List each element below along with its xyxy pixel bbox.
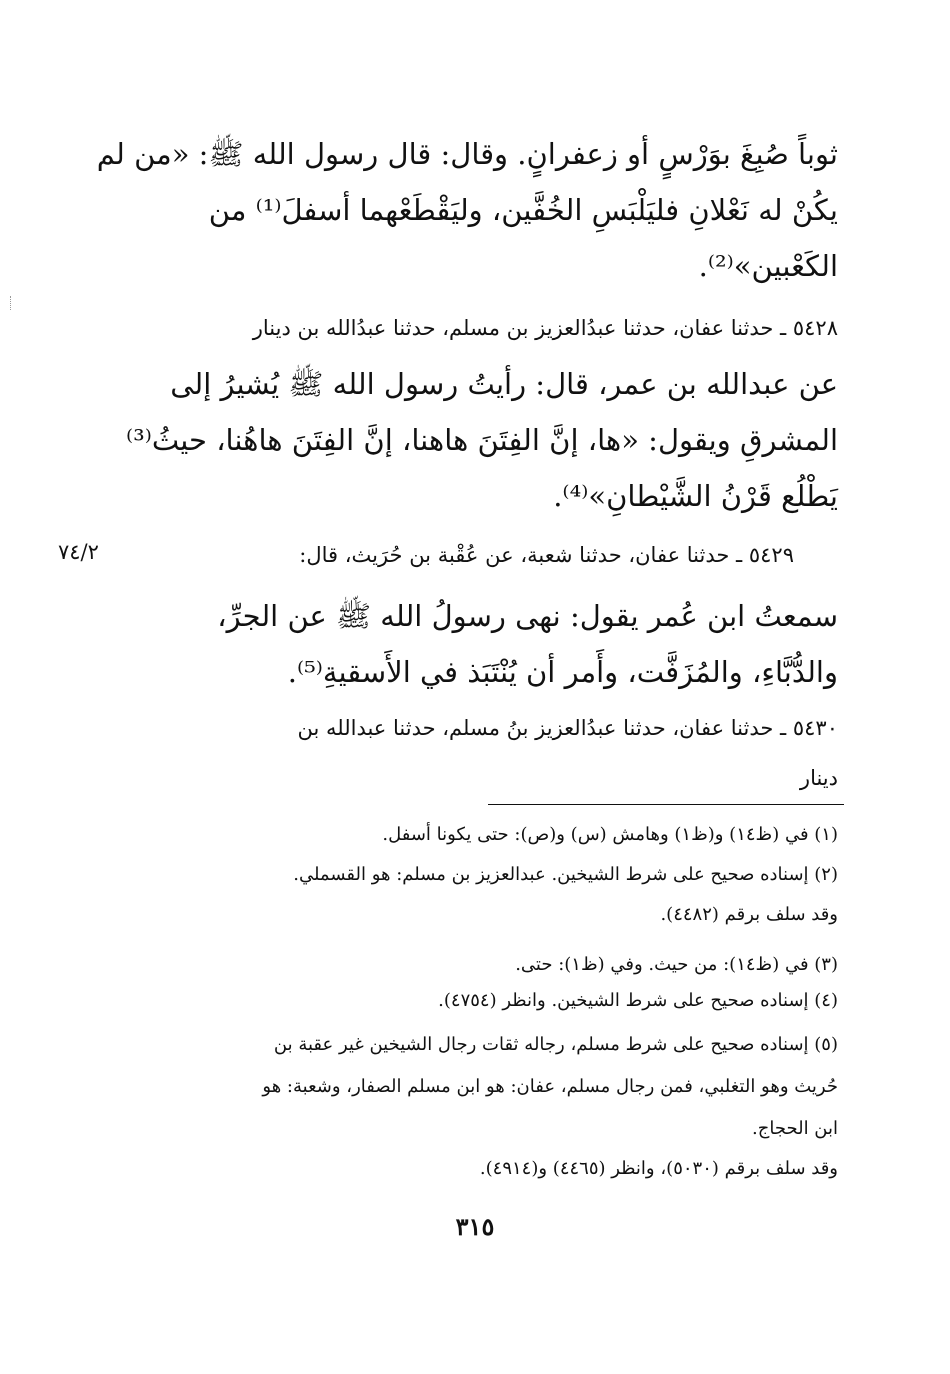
text-line: يَطْلُع قَرْنُ الشَّيْطانِ»⁽⁴⁾.: [553, 479, 838, 513]
page-number: ٣١٥: [455, 1212, 495, 1241]
text-line: والدُّبَّاءِ، والمُزَفَّت، وأَمر أن يُنْتَبَذ في الأَسقيةِ⁽⁵⁾.: [287, 655, 838, 689]
footnote: وقد سلف برقم (٥٠٣٠)، وانظر (٤٤٦٥) و(٤٩١٤).: [479, 1158, 838, 1179]
hadith-5428-line: ٥٤٢٨ ـ حدثنا عفان، حدثنا عبدُالعزيز بن مسلم، حدثنا عبدُالله بن دينار: [252, 316, 838, 340]
footnote: (٤) إسناده صحيح على شرط الشيخين. وانظر (٤٧٥٤).: [438, 990, 838, 1011]
footnote: ابن الحجاج.: [752, 1118, 838, 1139]
text-line: ثوباً صُبِغَ بوَرْسٍ أو زعفرانٍ. وقال: قال رسول الله ﷺ: «من لم: [96, 137, 838, 171]
text-line: دينار: [799, 766, 838, 790]
footnote: (٥) إسناده صحيح على شرط مسلم، رجاله ثقات رجال الشيخين غير عقبة بن: [273, 1034, 838, 1055]
footnote-separator: [488, 804, 844, 805]
footnote: وقد سلف برقم (٤٤٨٢).: [660, 904, 838, 925]
text-line: يكُنْ له نَعْلانِ فليَلْبَسِ الخُفَّين، وليَقْطَعْهما أسفلَ⁽¹⁾ من: [208, 193, 838, 227]
footnote: (٢) إسناده صحيح على شرط الشيخين. عبدالعزيز بن مسلم: هو القسملي.: [293, 864, 838, 885]
text-line: عن عبدالله بن عمر، قال: رأيتُ رسول الله ﷺ يُشيرُ إلى: [170, 367, 838, 401]
text-line: الكَعْبين»⁽²⁾.: [698, 249, 838, 283]
footnote: (١) في (ظ١٤) و(ظ١) وهامش (س) و(ص): حتى يكونا أسفل.: [382, 824, 838, 845]
text-line: المشرقِ ويقول: «ها، إنَّ الفِتَنَ هاهنا، إنَّ الفِتَنَ هاهُنا، حيثُ⁽³⁾: [125, 423, 838, 457]
hadith-5430-line: ٥٤٣٠ ـ حدثنا عفان، حدثنا عبدُالعزيز بنُ مسلم، حدثنا عبدالله بن: [297, 716, 838, 740]
footnote: (٣) في (ظ١٤): من حيث. وفي (ظ١): حتى.: [515, 954, 838, 975]
hadith-5429-line: ٥٤٢٩ ـ حدثنا عفان، حدثنا شعبة، عن عُقْبة بن حُرَيث، قال:: [299, 543, 794, 567]
margin-mark: [10, 296, 13, 310]
margin-volume-reference: ٧٤/٢: [58, 540, 99, 564]
footnote: حُريث وهو التغلبي، فمن رجال مسلم، عفان: هو ابن مسلم الصفار، وشعبة: هو: [262, 1076, 838, 1097]
text-line: سمعتُ ابن عُمر يقول: نهى رسولُ الله ﷺ عن الجرِّ،: [217, 599, 838, 633]
